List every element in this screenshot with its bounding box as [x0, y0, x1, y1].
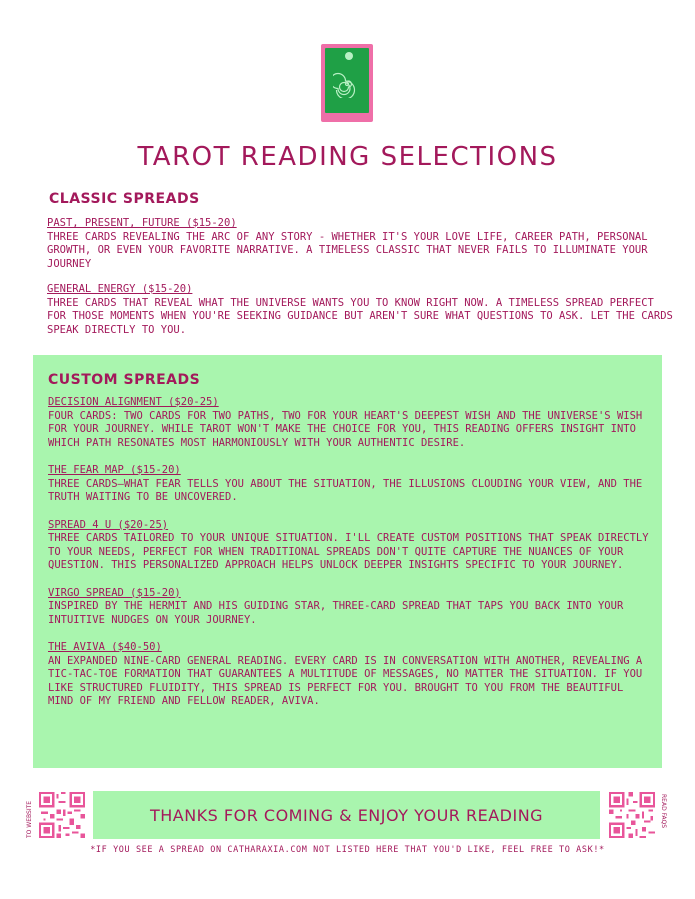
spread-name: THE FEAR MAP ($15-20): [48, 464, 181, 476]
spread-description: THREE CARDS THAT REVEAL WHAT THE UNIVERSE WANTS YOU TO KNOW RIGHT NOW. A TIMELESS SPREAD PERFECT FOR THOSE MOMENTS WHEN YOU'RE SEEKING GUIDANCE BUT AREN'T SURE WHAT QUESTIONS TO ASK. LET THE CARDS SPEAK DIRECTLY TO YOU.: [47, 296, 673, 336]
page-title: TAROT READING SELECTIONS: [137, 142, 558, 172]
spread-item: [48, 519, 653, 573]
spread-description: THREE CARDS REVEALING THE ARC OF ANY STORY - WHETHER IT'S YOUR LOVE LIFE, CAREER PATH, PERSONAL GROWTH, OR EVEN YOUR FAVORITE NARRATIVE. A TIMELESS CLASSIC THAT NEVER FAILS TO ILLUMINATE YOUR JOURNEY: [47, 230, 648, 270]
spread-item: [48, 464, 653, 505]
classic-spreads-heading: CLASSIC SPREADS: [49, 191, 200, 207]
tarot-card-face: [325, 48, 369, 113]
spread-name: THE AVIVA ($40-50): [48, 641, 162, 653]
card-hole: [345, 52, 353, 60]
spread-item: [48, 587, 653, 628]
spread-description: THREE CARDS TAILORED TO YOUR UNIQUE SITUATION. I'LL CREATE CUSTOM POSITIONS THAT SPEAK DIRECTLY TO YOUR NEEDS, PERFECT FOR WHEN TRADITIONAL SPREADS DON'T QUITE CAPTURE THE NUANCES OF YOUR QUESTION. THIS PERSONALIZED APPROACH HELPS UNLOCK DEEPER INSIGHTS SPECIFIC TO YOUR JOURNEY.: [48, 532, 649, 571]
spread-name: SPREAD 4 U ($20-25): [48, 518, 169, 531]
custom-spreads-heading: CUSTOM SPREADS: [48, 372, 201, 388]
spread-name: GENERAL ENERGY ($15-20): [47, 283, 193, 295]
qr-code-icon[interactable]: [609, 792, 655, 838]
spread-item: [48, 396, 653, 450]
tarot-card-logo: [321, 44, 373, 122]
classic-spreads-list: [47, 217, 677, 349]
spread-item: [47, 217, 677, 271]
custom-spreads-list: [48, 396, 653, 723]
spread-name: PAST, PRESENT, FUTURE ($15-20): [47, 217, 237, 229]
footer-banner: [93, 791, 600, 839]
footer-message: THANKS FOR COMING & ENJOY YOUR READING: [149, 805, 544, 825]
spread-description: AN EXPANDED NINE-CARD GENERAL READING. EVERY CARD IS IN CONVERSATION WITH ANOTHER, REVEALING A TIC-TAC-TOE FORMATION THAT GUARANTEES A MULTITUDE OF MESSAGES, NO MATTER THE SITUATION. IF YOU LIKE STRUCTURED FLUIDITY, THIS SPREAD IS PERFECT FOR YOU. BROUGHT TO YOU FROM THE BEAUTIFUL MIND OF MY FRIEND AND FELLOW READER, AVIVA.: [48, 654, 643, 707]
spread-description: THREE CARDS—WHAT FEAR TELLS YOU ABOUT THE SITUATION, THE ILLUSIONS CLOUDING YOUR VIEW, AND THE TRUTH WAITING TO BE UNCOVERED.: [48, 477, 643, 503]
tarot-card-spiral-icon: [333, 70, 361, 98]
spread-name: VIRGO SPREAD ($15-20): [48, 586, 181, 599]
spread-item: [48, 641, 653, 709]
spread-name: DECISION ALIGNMENT ($20-25): [48, 396, 219, 408]
spread-item: [47, 283, 677, 337]
qr-code-icon[interactable]: [39, 792, 85, 838]
qr-faqs-label: READ FAQS: [660, 794, 667, 829]
footer-note: *IF YOU SEE A SPREAD ON CATHARAXIA.COM NOT LISTED HERE THAT YOU'D LIKE, FEEL FREE TO ASK!*: [90, 845, 605, 855]
custom-spreads-panel: [33, 355, 662, 768]
spread-description: INSPIRED BY THE HERMIT AND HIS GUIDING STAR, THREE-CARD SPREAD THAT TAPS YOU BACK INTO YOUR INTUITIVE NUDGES ON YOUR JOURNEY.: [48, 600, 624, 626]
spread-description: FOUR CARDS: TWO CARDS FOR TWO PATHS, TWO FOR YOUR HEART'S DEEPEST WISH AND THE UNIVERSE'S WISH FOR YOUR JOURNEY. WHILE TAROT WON'T MAKE THE CHOICE FOR YOU, THIS READING OFFERS INSIGHT INTO WHICH PATH RESONATES MOST HARMONIOUSLY WITH YOUR AUTHENTIC DESIRE.: [48, 409, 643, 449]
qr-website-label: TO WEBSITE: [26, 800, 33, 838]
